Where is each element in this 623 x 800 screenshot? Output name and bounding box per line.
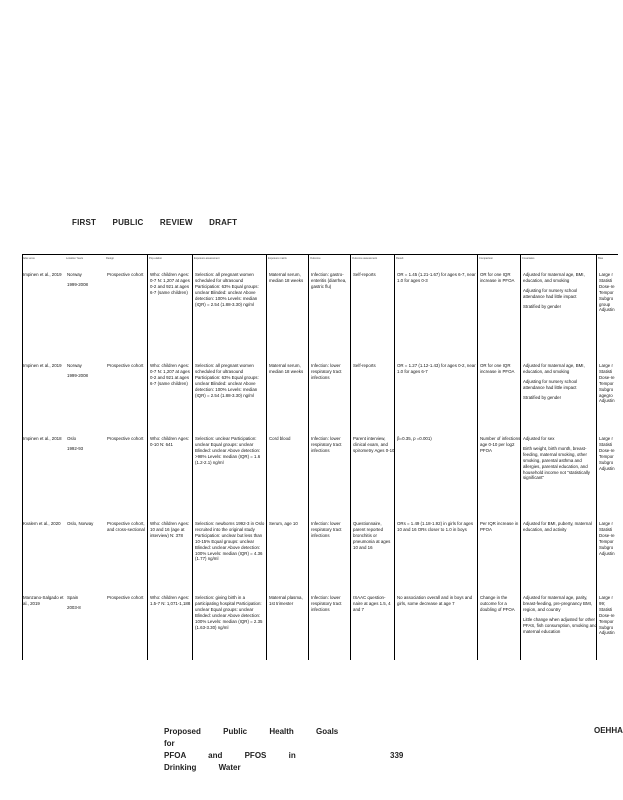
column-header: Outcome assessment bbox=[352, 257, 378, 260]
covariate-text: Adjusting for nursery school attendance had little impact bbox=[523, 287, 578, 299]
cell-reference: Impinen et al., 2018 bbox=[23, 436, 62, 441]
cell-design: Prospective cohort bbox=[107, 595, 144, 600]
cell-outcome: Infection: lower respiratory tract infections bbox=[311, 521, 342, 538]
location-text: Spain bbox=[67, 595, 79, 600]
cell-result: No association overall and in boys and girls, some decrease at age 7 bbox=[397, 595, 473, 606]
years-text: 1999-2008 bbox=[67, 372, 88, 378]
cell-design: Prospective cohort bbox=[107, 436, 144, 441]
column-divider bbox=[350, 254, 351, 660]
cell-assessment: Parent interview, clinical exam, and spirometry Ages 0-10 bbox=[353, 436, 395, 453]
cell-location bbox=[66, 594, 106, 678]
years-text: 2003-8 bbox=[67, 604, 81, 610]
covariate-text: Adjusted for BMI, puberty, maternal education, and activity bbox=[523, 521, 592, 532]
column-header: Exposure assessment bbox=[194, 257, 220, 260]
cell-population: Who: children Ages: 1.5-7 N: 1,071-1,188 bbox=[150, 595, 191, 606]
cell-reference: Kvalem et al., 2020 bbox=[23, 521, 61, 526]
footer-title-line: Proposed Public Health Goals for bbox=[164, 727, 339, 748]
column-divider bbox=[192, 254, 193, 660]
cell-outcome: Infection: lower respiratory tract infections bbox=[311, 436, 342, 453]
cell-covariates bbox=[522, 594, 598, 678]
cell-matrix: Cord blood bbox=[269, 436, 291, 441]
footer-title-line: PFOA and PFOS in Drinking Water bbox=[164, 751, 296, 772]
covariate-text: Adjusted for sex bbox=[523, 436, 555, 441]
cell-design: Prospective cohort bbox=[107, 363, 144, 368]
covariate-text: Stratified by gender bbox=[523, 394, 562, 400]
cell-reference: Impinen et al., 2019 bbox=[23, 363, 62, 368]
table-row bbox=[22, 594, 618, 678]
column-header: Location Years bbox=[66, 257, 84, 260]
column-header: Comparison bbox=[479, 257, 493, 260]
cell-matrix: Maternal serum, median 18 weeks bbox=[269, 363, 304, 374]
table-row bbox=[22, 271, 618, 362]
location-text: Norway bbox=[67, 363, 82, 368]
cell-covariates bbox=[522, 520, 598, 594]
cell-assessment: Self-reports bbox=[353, 363, 376, 368]
location-text: Oslo bbox=[67, 436, 77, 441]
cell-matrix: Serum, age 10 bbox=[269, 521, 298, 526]
cell-exposure: Selection: unclear Participation: unclear Equal groups: unclear Blinded: unclear Above detection: >98% Levels: median (IQR) = 1.6 (1.2-2.1) ng/ml bbox=[195, 436, 261, 465]
covariate-text: Adjusted for maternal age, BMI, education, and smoking bbox=[523, 272, 585, 283]
cell-population: Who: children Ages: 0-10 N: 641 bbox=[150, 436, 190, 447]
column-divider bbox=[394, 254, 395, 660]
draft-header: FIRST PUBLIC REVIEW DRAFT bbox=[72, 218, 238, 227]
column-header: Refer-ence bbox=[22, 257, 35, 260]
cell-bias: Large r Statisti Dose-re Tempor Subgro Adjustin bbox=[599, 521, 615, 556]
column-header: Design bbox=[106, 257, 115, 260]
cell-exposure: Selection: newborns 1992-3 in Oslo recruited into the original study Participation: unclear but less than 10-15% Equal groups: unclear Blinded: unclear Above detection: 100% Levels: median (IQR) = 4.36 (1.77) ng/ml bbox=[195, 521, 265, 562]
cell-population: Who: children Ages: 0-7 N: 1,207 at ages 0-2 and 921 at ages 6-7 (same children) bbox=[150, 363, 190, 386]
cell-covariates bbox=[522, 435, 598, 520]
years-text: 1992-93 bbox=[67, 445, 84, 451]
cell-comparison: OR for one IQR increase in PFOA bbox=[480, 363, 515, 374]
cell-outcome: Infection: lower respiratory tract infections bbox=[311, 363, 342, 380]
column-divider bbox=[308, 254, 309, 660]
location-text: Norway bbox=[67, 272, 82, 277]
cell-location bbox=[66, 362, 106, 435]
footer-title bbox=[164, 726, 344, 774]
column-divider bbox=[477, 254, 478, 660]
cell-bias: Large r 99; Statisti Dose-re Tempor Subgro Adjustin bbox=[599, 595, 615, 636]
evidence-table bbox=[22, 254, 618, 678]
cell-bias: Large r Statisti Dose-re Tempor Subgro agegro Adjustin bbox=[599, 363, 615, 404]
cell-bias: Large r Statisti Dose-re Tempor Subgro group Adjustin bbox=[599, 272, 615, 313]
covariate-text: Birth weight, birth month, breast-feeding, maternal smoking, other smoking, parental asthma and allergies, parental education, and household income not "statistically significant" bbox=[523, 445, 590, 481]
cell-exposure: Selection: all pregnant women scheduled for ultrasound Participation: 63% Equal groups: unclear Blinded: unclear Above detection: 100% Levels: median (IQR) = 2.54 (1.88-3.30) ng/ml bbox=[195, 363, 259, 398]
cell-location bbox=[66, 271, 106, 362]
cell-design: Prospective cohort, and cross-sectional bbox=[107, 521, 145, 532]
cell-comparison: Change in the outcome for a doubling of PFOA bbox=[480, 595, 515, 612]
cell-outcome: Infection: lower respiratory tract infections bbox=[311, 595, 342, 612]
cell-result: β=0.35, p =0.001) bbox=[397, 436, 432, 441]
cell-assessment: Self-reports bbox=[353, 272, 376, 277]
cell-design: Prospective cohort bbox=[107, 272, 144, 277]
page-number: 339 bbox=[390, 751, 404, 760]
cell-bias: Large r Statisti Dose-re Tempor Subgro Adjustin bbox=[599, 436, 615, 471]
table-row bbox=[22, 362, 618, 435]
column-divider bbox=[520, 254, 521, 660]
cell-location bbox=[66, 520, 106, 594]
column-divider bbox=[147, 254, 148, 660]
cell-population: Who: children Ages: 10 and 16 (age at interview) N: 378 bbox=[150, 521, 190, 538]
covariate-text: Adjusted for maternal age, parity, breast-feeding, pre-pregnancy BMI, region, and country bbox=[523, 595, 593, 612]
covariate-text: Adjusting for nursery school attendance had little impact bbox=[523, 378, 578, 390]
covariate-text: Stratified by gender bbox=[523, 303, 562, 309]
years-text: 1999-2008 bbox=[67, 281, 88, 287]
table-row bbox=[22, 520, 618, 594]
cell-result: ORs = 1.49 (1.18-1.92) in girls for ages 10 and 16 ORs closer to 1.0 in boys bbox=[397, 521, 474, 532]
table-header bbox=[22, 255, 618, 271]
cell-exposure: Selection: all pregnant women scheduled for ultrasound Participation: 63% Equal groups: unclear Blinded: unclear Above detection: 100% Levels: median (IQR) = 2.54 (1.88-3.30) ng/ml bbox=[195, 272, 259, 307]
cell-population: Who: children Ages: 0-7 N: 1,207 at ages 0-2 and 921 at ages 6-7 (same children) bbox=[150, 272, 190, 295]
cell-comparison: OR for one IQR increase in PFOA bbox=[480, 272, 515, 283]
cell-exposure: Selection: giving birth in a participating hospital Participation: unclear Equal groups: unclear Blinded: unclear Above detection: 100% Levels: median (IQR) = 2.35 (1.63-3.30) ng/ml bbox=[195, 595, 263, 630]
column-divider bbox=[22, 254, 23, 660]
cell-comparison: Per IQR increase in PFOA bbox=[480, 521, 519, 532]
column-divider bbox=[596, 254, 597, 660]
cell-comparison: Number of infections age 0-10 per log2 PFOA bbox=[480, 436, 521, 453]
column-header: Bias bbox=[598, 257, 604, 260]
covariate-text: Adjusted for maternal age, BMI, education, and smoking bbox=[523, 363, 585, 374]
table-row bbox=[22, 435, 618, 520]
column-header: Exposure matrix bbox=[268, 257, 287, 260]
cell-matrix: Maternal serum, median 18 weeks bbox=[269, 272, 304, 283]
cell-outcome: Infection: gastro-enteritis (diarrhea, gastric flu) bbox=[311, 272, 347, 289]
column-header: Pop-ulation bbox=[149, 257, 163, 260]
cell-location bbox=[66, 435, 106, 520]
location-text: Oslo, Norway bbox=[67, 521, 94, 526]
cell-result: OR = 1.27 (1.12-1.43) for ages 0-2, near 1.0 for ages 6-7 bbox=[397, 363, 476, 374]
cell-matrix: Maternal plasma, 1st trimester bbox=[269, 595, 303, 606]
cell-reference: Impinen et al., 2019 bbox=[23, 272, 62, 277]
cell-result: OR = 1.45 (1.21-1.67) for ages 6-7, near 1.0 for ages 0-3 bbox=[397, 272, 476, 283]
cell-assessment: ISAAC question-naire at ages 1.5, 4 and 7 bbox=[353, 595, 391, 612]
footer-agency: OEHHA bbox=[594, 726, 623, 735]
column-header: Result bbox=[396, 257, 404, 260]
cell-reference: Manzano-Salgado et al., 2019 bbox=[23, 595, 64, 606]
covariate-text: Little change when adjusted for other PFAS, fish consumption, smoking and maternal education bbox=[523, 616, 597, 634]
column-header: Outcome bbox=[310, 257, 321, 260]
cell-covariates bbox=[522, 271, 598, 362]
cell-assessment: Questionnaire, parent reported bronchitis or pneumonia at ages 10 and 16 bbox=[353, 521, 391, 550]
cell-covariates bbox=[522, 362, 598, 435]
column-divider bbox=[266, 254, 267, 660]
column-header: Covariates bbox=[522, 257, 535, 260]
